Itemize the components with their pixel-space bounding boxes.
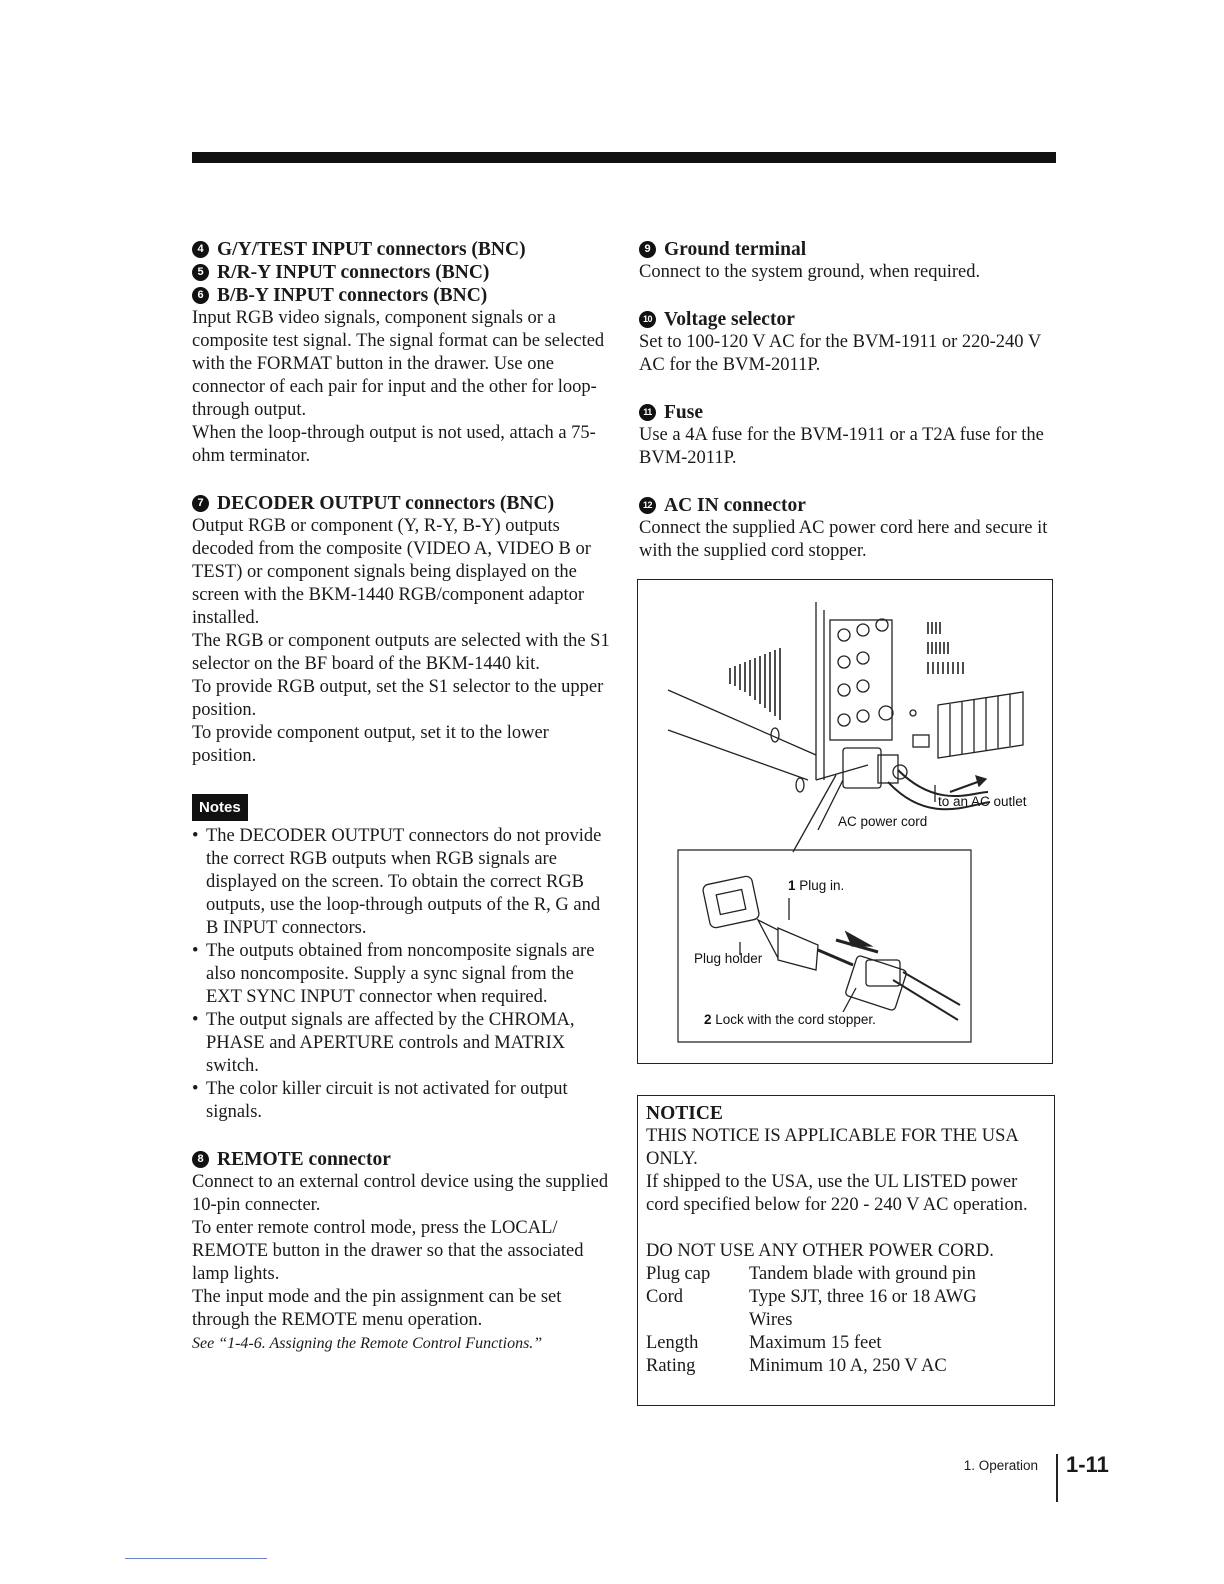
section-12 <box>639 494 1059 563</box>
section-11 <box>639 401 1059 470</box>
notice-line-3: DO NOT USE ANY OTHER POWER CORD. <box>646 1241 994 1261</box>
heading-6 <box>192 284 612 307</box>
spec-key: Cord <box>646 1287 683 1307</box>
number-badge-9: 9 <box>639 241 656 258</box>
footer-section-name: 1. Operation <box>963 1458 1038 1473</box>
table-row <box>646 1355 1009 1378</box>
heading-7 <box>192 492 612 515</box>
section-10 <box>639 308 1059 377</box>
section-8-paragraph-3: The input mode and the pin assignment can be set through the REMOTE menu operation. <box>192 1287 562 1330</box>
heading-12-text: AC IN connector <box>664 495 806 516</box>
table-row <box>646 1332 1009 1355</box>
label-step-1 <box>788 878 844 893</box>
number-badge-8: 8 <box>192 1151 209 1168</box>
monitor-rear-panel-drawing <box>668 602 1023 809</box>
label-ac-power-cord: AC power cord <box>838 814 928 829</box>
heading-11 <box>639 401 1059 424</box>
cross-reference-link[interactable]: See “1-4-6. Assigning the Remote Control Functions.” <box>192 1335 543 1352</box>
spec-value: Maximum 15 feet <box>749 1333 882 1353</box>
heading-5 <box>192 261 612 284</box>
spec-value: Minimum 10 A, 250 V AC <box>749 1356 947 1376</box>
heading-8-text: REMOTE connector <box>217 1149 391 1170</box>
spec-key: Length <box>646 1333 699 1353</box>
section-9-paragraph: Connect to the system ground, when required. <box>639 262 981 282</box>
heading-10-text: Voltage selector <box>664 309 795 330</box>
section-8-paragraph-2: To enter remote control mode, press the LOCAL/ REMOTE button in the drawer so that the associated lamp lights. <box>192 1218 584 1284</box>
notes-list <box>192 825 612 1124</box>
ac-power-connection-figure <box>637 579 1053 1064</box>
section-7-paragraph-1: Output RGB or component (Y, R-Y, B-Y) outputs decoded from the composite (VIDEO A, VIDEO B or TEST) or component signals being displayed on the screen with the BKM-1440 RGB/component adaptor installed. <box>192 516 591 628</box>
section-6-paragraph-1: Input RGB video signals, component signals or a composite test signal. The signal format can be selected with the FORMAT button in the drawer. Use one connector of each pair for input and the other for loop-through output. <box>192 308 605 420</box>
note-item: • The outputs obtained from noncomposite signals are also noncomposite. Supply a sync signal from the EXT SYNC INPUT connector when required. <box>192 940 612 1009</box>
heading-7-text: DECODER OUTPUT connectors (BNC) <box>217 493 555 514</box>
heading-9 <box>639 238 1059 261</box>
step-1-text: Plug in. <box>799 878 845 893</box>
section-8 <box>192 1148 612 1355</box>
section-12-paragraph: Connect the supplied AC power cord here and secure it with the supplied cord stopper. <box>639 518 1048 561</box>
heading-8 <box>192 1148 612 1171</box>
spec-key: Plug cap <box>646 1264 711 1284</box>
spec-key: Rating <box>646 1356 696 1376</box>
label-plug-holder: Plug holder <box>694 951 763 966</box>
bottom-rule <box>125 1558 267 1559</box>
heading-6-text: B/B-Y INPUT connectors (BNC) <box>217 285 488 306</box>
table-row <box>646 1286 1009 1332</box>
section-8-paragraph-1: Connect to an external control device using the supplied 10-pin connecter. <box>192 1172 609 1215</box>
heading-9-text: Ground terminal <box>664 239 807 260</box>
section-9 <box>639 238 1059 284</box>
section-11-paragraph: Use a 4A fuse for the BVM-1911 or a T2A fuse for the BVM-2011P. <box>639 425 1044 468</box>
note-item: • The color killer circuit is not activated for output signals. <box>192 1078 612 1124</box>
section-6-paragraph-2: When the loop-through output is not used, attach a 75-ohm terminator. <box>192 423 596 466</box>
heading-4-text: G/Y/TEST INPUT connectors (BNC) <box>217 239 526 260</box>
header-rule <box>192 152 1056 163</box>
heading-5-text: R/R-Y INPUT connectors (BNC) <box>217 262 490 283</box>
step-2-text: Lock with the cord stopper. <box>715 1012 876 1027</box>
spec-value: Tandem blade with ground pin <box>749 1264 976 1284</box>
note-item: • The output signals are affected by the CHROMA, PHASE and APERTURE controls and MATRIX switch. <box>192 1009 612 1078</box>
step-2-number: 2 <box>704 1012 712 1027</box>
label-step-2 <box>704 1012 876 1027</box>
number-badge-12: 12 <box>639 497 656 514</box>
heading-12 <box>639 494 1059 517</box>
footer-divider <box>1056 1454 1058 1502</box>
spec-value: Type SJT, three 16 or 18 AWG Wires <box>749 1287 977 1330</box>
heading-10 <box>639 308 1059 331</box>
power-cord-spec-table <box>646 1263 1009 1378</box>
number-badge-11: 11 <box>639 404 656 421</box>
notice-title: NOTICE <box>646 1103 723 1124</box>
number-badge-6: 6 <box>192 287 209 304</box>
label-to-ac-outlet: to an AC outlet <box>938 794 1027 809</box>
usa-notice-box <box>637 1095 1055 1406</box>
number-badge-7: 7 <box>192 495 209 512</box>
section-7-paragraph-4: To provide component output, set it to the lower position. <box>192 723 549 766</box>
section-7-paragraph-3: To provide RGB output, set the S1 selector to the upper position. <box>192 677 604 720</box>
left-column <box>192 238 612 1379</box>
notice-line-1: THIS NOTICE IS APPLICABLE FOR THE USA ONLY. <box>646 1126 1018 1169</box>
heading-4 <box>192 238 612 261</box>
heading-11-text: Fuse <box>664 402 703 423</box>
table-row <box>646 1263 1009 1286</box>
section-7-paragraph-2: The RGB or component outputs are selected with the S1 selector on the BF board of the BKM-1440 kit. <box>192 631 610 674</box>
note-item: • The DECODER OUTPUT connectors do not provide the correct RGB outputs when RGB signals are displayed on the screen. To obtain the correct RGB outputs, use the loop-through outputs of the R, G and B INPUT connectors. <box>192 825 612 940</box>
notice-spacer <box>646 1217 1046 1240</box>
number-badge-10: 10 <box>639 311 656 328</box>
section-4-5-6 <box>192 238 612 468</box>
page-footer <box>940 1452 1140 1502</box>
number-badge-4: 4 <box>192 241 209 258</box>
notes-badge: Notes <box>192 794 248 821</box>
section-10-paragraph: Set to 100-120 V AC for the BVM-1911 or 220-240 V AC for the BVM-2011P. <box>639 332 1041 375</box>
step-1-number: 1 <box>788 878 796 893</box>
notice-line-2: If shipped to the USA, use the UL LISTED power cord specified below for 220 - 240 V AC operation. <box>646 1172 1028 1215</box>
number-badge-5: 5 <box>192 264 209 281</box>
page-number: 1-11 <box>1066 1452 1109 1477</box>
right-column <box>639 238 1059 587</box>
section-7 <box>192 492 612 768</box>
notes-block <box>192 792 612 1124</box>
